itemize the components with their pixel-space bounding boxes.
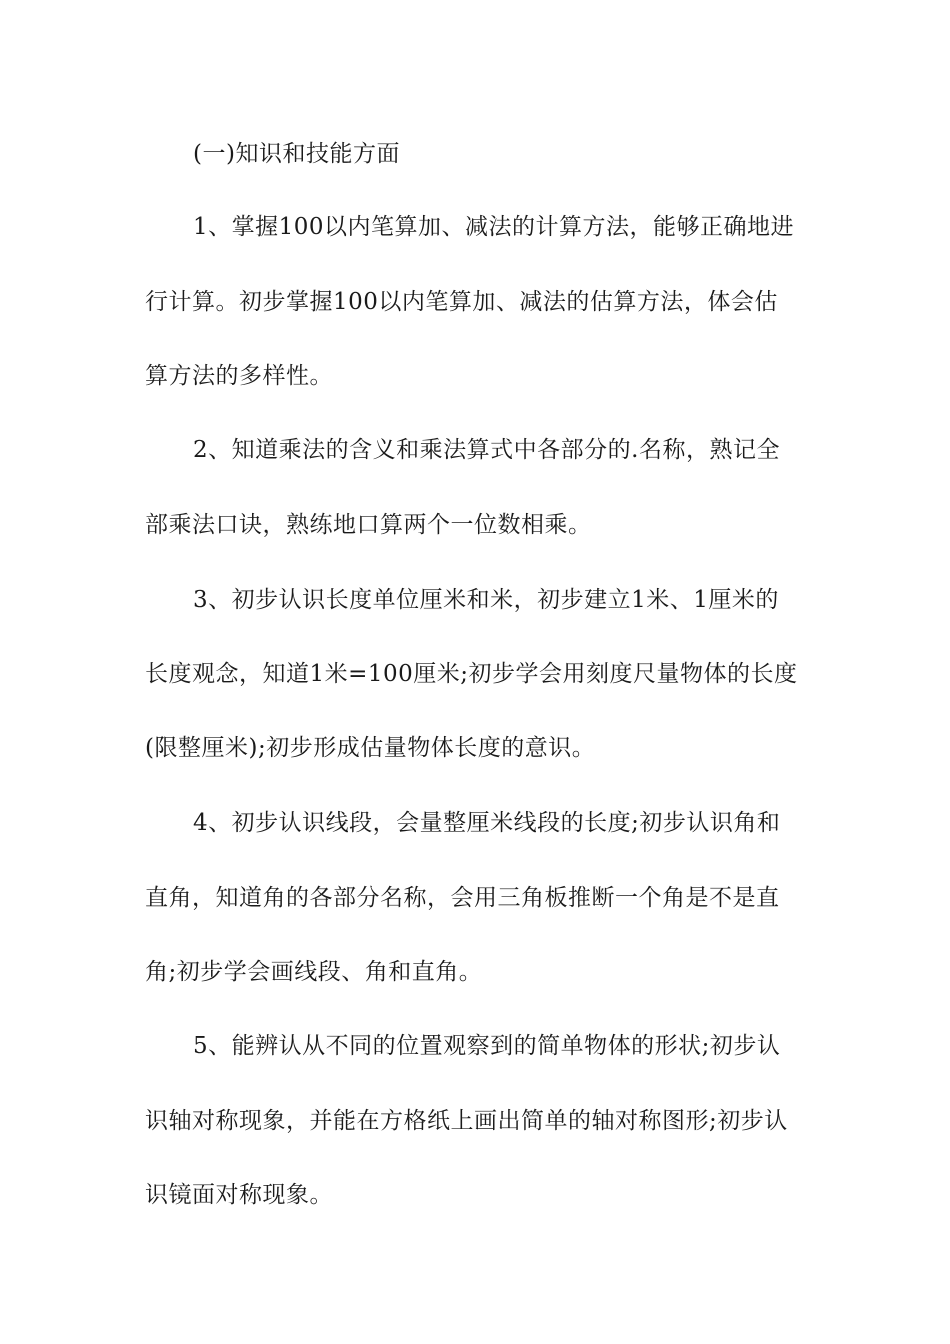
paragraph-2-line-1: 2、知道乘法的含义和乘法算式中各部分的.名称，熟记全 bbox=[193, 437, 780, 463]
paragraph-5-line-1: 5、能辨认从不同的位置观察到的简单物体的形状;初步认 bbox=[193, 1033, 781, 1059]
paragraph-1-line-2: 行计算。初步掌握100以内笔算加、减法的估算方法，体会估 bbox=[145, 289, 778, 315]
paragraph-3-line-3: (限整厘米);初步形成估量物体长度的意识。 bbox=[145, 735, 596, 761]
paragraph-1-line-3: 算方法的多样性。 bbox=[145, 363, 333, 389]
paragraph-2-line-2: 部乘法口诀，熟练地口算两个一位数相乘。 bbox=[145, 512, 592, 538]
paragraph-4-line-3: 角;初步学会画线段、角和直角。 bbox=[145, 959, 483, 985]
paragraph-3-line-2: 长度观念，知道1米=100厘米;初步学会用刻度尺量物体的长度 bbox=[145, 661, 798, 687]
paragraph-5-line-2: 识轴对称现象，并能在方格纸上画出简单的轴对称图形;初步认 bbox=[145, 1108, 788, 1134]
paragraph-3-line-1: 3、初步认识长度单位厘米和米，初步建立1米、1厘米的 bbox=[193, 587, 779, 613]
paragraph-5-line-3: 识镜面对称现象。 bbox=[145, 1182, 333, 1208]
paragraph-4-line-1: 4、初步认识线段，会量整厘米线段的长度;初步认识角和 bbox=[193, 810, 781, 836]
paragraph-1-line-1: 1、掌握100以内笔算加、减法的计算方法，能够正确地进 bbox=[193, 214, 795, 240]
section-heading: (一)知识和技能方面 bbox=[193, 141, 400, 167]
paragraph-4-line-2: 直角，知道角的各部分名称，会用三角板推断一个角是不是直 bbox=[145, 885, 780, 911]
